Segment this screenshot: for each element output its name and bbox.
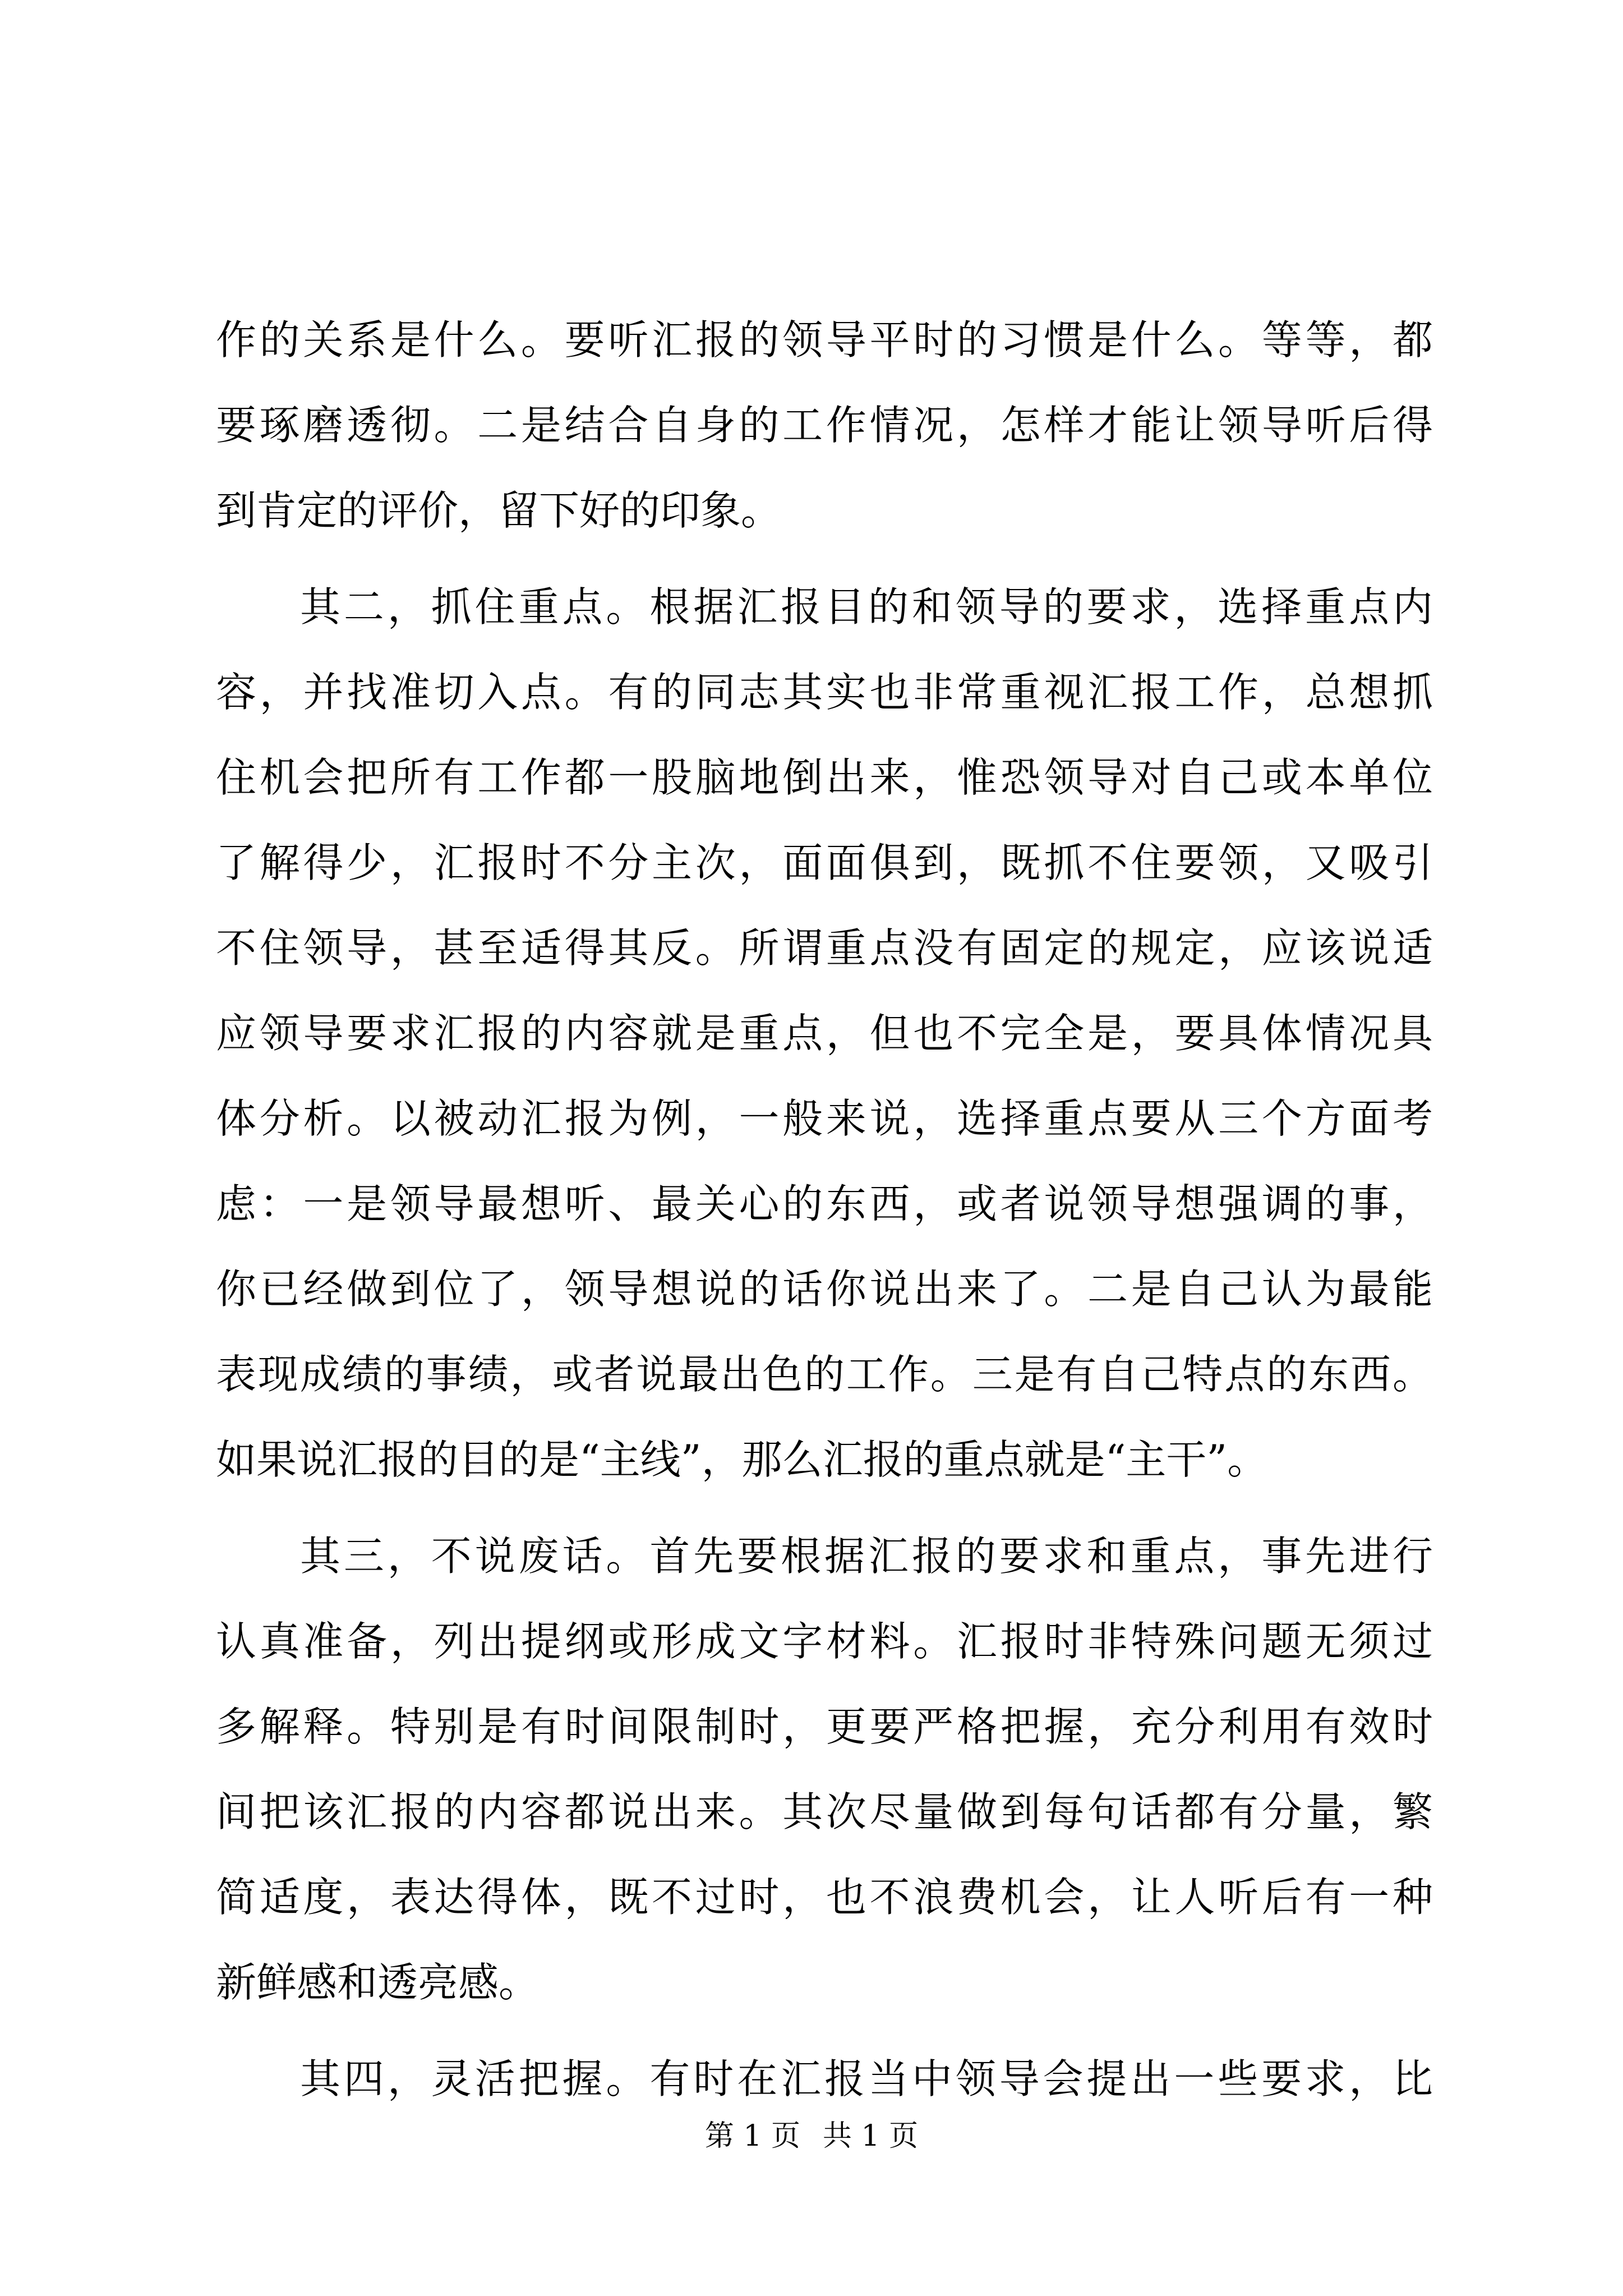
page-footer: [0, 2114, 1623, 2159]
page-number: 第 1 页: [704, 2119, 800, 2153]
text-line: 多解释。特别是有时间限制时，更要严格把握，充分利用有效时: [216, 1703, 1433, 1750]
text-line: 容，并找准切入点。有的同志其实也非常重视汇报工作，总想抓: [216, 669, 1433, 716]
document-body: [216, 297, 1433, 2122]
text-line: 要琢磨透彻。二是结合自身的工作情况，怎样才能让领导听后得: [216, 402, 1433, 449]
text-line: 住机会把所有工作都一股脑地倒出来，惟恐领导对自己或本单位: [216, 754, 1433, 801]
text-line: 其四，灵活把握。有时在汇报当中领导会提出一些要求，比: [300, 2055, 1433, 2102]
text-line: 简适度，表达得体，既不过时，也不浪费机会，让人听后有一种: [216, 1874, 1433, 1921]
text-line: 其二，抓住重点。根据汇报目的和领导的要求，选择重点内: [300, 583, 1433, 631]
text-line: 虑：一是领导最想听、最关心的东西，或者说领导想强调的事，: [216, 1180, 1433, 1227]
text-line: 如果说汇报的目的是“主线”，那么汇报的重点就是“主干”。: [216, 1436, 1268, 1483]
page-total: 共 1 页: [823, 2119, 919, 2153]
text-line: 其三，不说废话。首先要根据汇报的要求和重点，事先进行: [300, 1533, 1433, 1580]
text-line: 应领导要求汇报的内容就是重点，但也不完全是，要具体情况具: [216, 1010, 1433, 1057]
text-line: 表现成绩的事绩，或者说最出色的工作。三是有自己特点的东西。: [216, 1351, 1433, 1398]
text-line: 了解得少，汇报时不分主次，面面俱到，既抓不住要领，又吸引: [216, 839, 1433, 886]
text-line: 你已经做到位了，领导想说的话你说出来了。二是自己认为最能: [216, 1266, 1433, 1313]
text-line: 体分析。以被动汇报为例，一般来说，选择重点要从三个方面考: [216, 1095, 1433, 1142]
text-line: 不住领导，甚至适得其反。所谓重点没有固定的规定，应该说适: [216, 924, 1433, 972]
text-line: 间把该汇报的内容都说出来。其次尽量做到每句话都有分量，繁: [216, 1788, 1433, 1835]
text-line: 作的关系是什么。要听汇报的领导平时的习惯是什么。等等，都: [216, 316, 1433, 364]
text-line: 到肯定的评价，留下好的印象。: [216, 487, 782, 534]
text-line: 认真准备，列出提纲或形成文字材料。汇报时非特殊问题无须过: [216, 1618, 1433, 1665]
text-line: 新鲜感和透亮感。: [216, 1959, 540, 2006]
